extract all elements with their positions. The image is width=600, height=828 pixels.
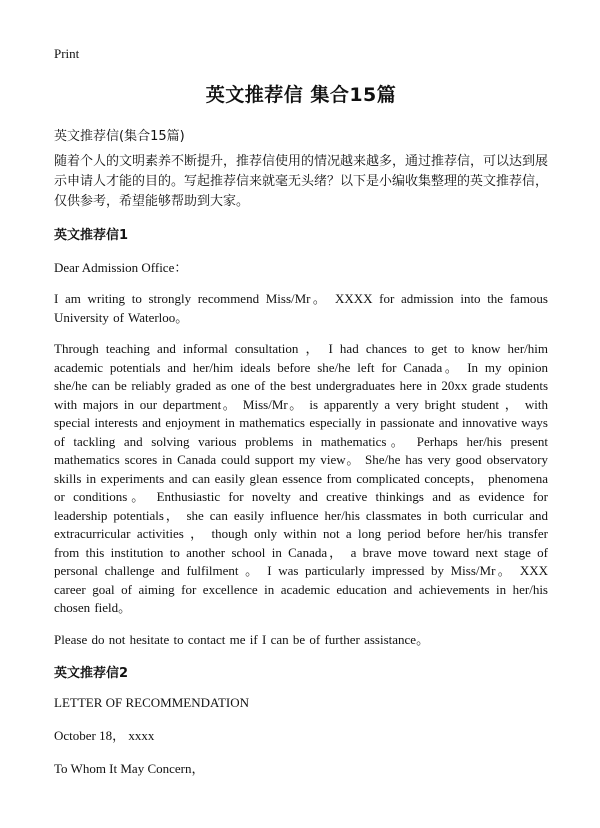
letter1-heading: 英文推荐信1 <box>54 228 129 243</box>
letter1-salutation: Dear Admission Office： <box>54 260 188 275</box>
letter2-title-line: LETTER OF RECOMMENDATION <box>54 695 249 710</box>
page-title: 英文推荐信 集合15篇 <box>205 84 397 106</box>
letter1-paragraph-3: Please do not hesitate to contact me if I can be of further assistance。 <box>54 631 430 647</box>
letter2-date-line: October 18， xxxx <box>54 728 155 743</box>
letter1-paragraph-2: Through teaching and informal consultation ， I had chances to get to know her/him academic potentials and her/him ideals before she/he left for Canada。 In my opinion she/he can be reliably graded as one of the best undergraduates here in 20xx grade students with majors in our department。 Miss/Mr。 is apparently a very bright student ， with special interests and enjoyment in mathematics especially in passionate and innovative ways of tackling and solving various problems in mathematics。 Perhaps her/his present mathematics scores in Canada could support my view。 She/he has very good observatory skills in experiments and can easily glean essence from complicated concepts， phenomena or conditions。 Enthusiastic for novelty and creative thinkings and as evidence for leadership potentials， she can easily influence her/his classmates in both curricular and extracurricular activities ， though only within not a long period before her/his transfer from this institution to another school in Canada， a brave move toward next stage of personal challenge and fulfilment 。 I was particularly impressed by Miss/Mr。 XXX career goal of aiming for excellence in academic education and achievements in her/his chosen field。 <box>54 341 548 615</box>
intro-paragraph: 随着个人的文明素养不断提升，推荐信使用的情况越来越多，通过推荐信，可以达到展示申请人才能的目的。写起推荐信来就毫无头绪？以下是小编收集整理的英文推荐信，仅供参考，希望能够帮助到大家。 <box>54 154 549 209</box>
letter1-paragraph-1: I am writing to strongly recommend Miss/Mr。 XXXX for admission into the famous University of Waterloo。 <box>54 291 548 325</box>
subtitle: 英文推荐信(集合15篇) <box>54 129 185 144</box>
print-label: Print <box>54 46 80 61</box>
letter2-salutation: To Whom It May Concern， <box>54 761 205 776</box>
letter2-heading: 英文推荐信2 <box>54 666 129 681</box>
